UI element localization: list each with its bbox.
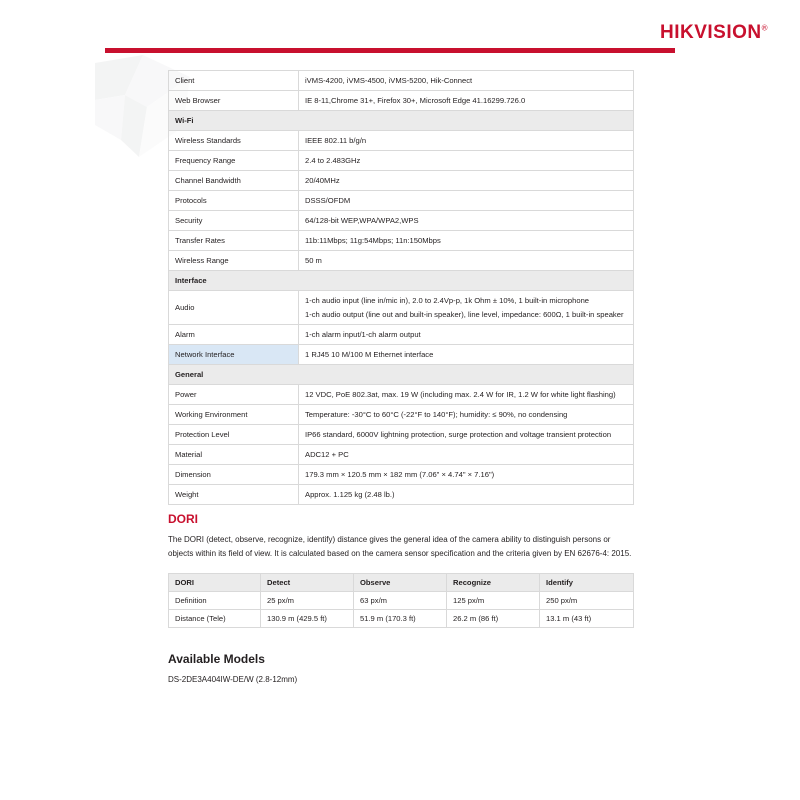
spec-label: Wireless Standards [169,131,299,151]
dori-row-label: Definition [169,592,261,610]
spec-value: 50 m [299,251,634,271]
section-label: Interface [169,271,634,291]
table-row [169,211,634,231]
spec-label: Wireless Range [169,251,299,271]
spec-value: 11b:11Mbps; 11g:54Mbps; 11n:150Mbps [299,231,634,251]
header-red-bar [105,48,675,53]
spec-label: Dimension [169,465,299,485]
table-row [169,445,634,465]
spec-value-line: 1-ch audio output (line out and built-in speaker), line level, impedance: 600Ω, 1 built-in speaker [305,310,624,319]
spec-value: ADC12 + PC [299,445,634,465]
spec-label: Channel Bandwidth [169,171,299,191]
spec-label: Frequency Range [169,151,299,171]
table-row [169,71,634,91]
spec-label: Transfer Rates [169,231,299,251]
spec-value: Approx. 1.125 kg (2.48 lb.) [299,485,634,505]
table-row [169,405,634,425]
spec-value: 179.3 mm × 120.5 mm × 182 mm (7.06" × 4.74" × 7.16") [299,465,634,485]
spec-value: IEEE 802.11 b/g/n [299,131,634,151]
spec-value: 20/40MHz [299,171,634,191]
available-models-heading: Available Models [168,652,265,666]
spec-label: Working Environment [169,405,299,425]
dori-description: The DORI (detect, observe, recognize, identify) distance gives the general idea of the camera ability to distinguish persons or objects within its field of view. It is calculated based on the camera sensor specification and the criteria given by EN 62676-4: 2015. [168,535,632,558]
dori-section [168,512,634,628]
available-models-list: DS-2DE3A404IW-DE/W (2.8-12mm) [168,675,298,684]
spec-value: IE 8-11,Chrome 31+, Firefox 30+, Microsoft Edge 41.16299.726.0 [299,91,634,111]
dori-cell: 25 px/m [261,592,354,610]
dori-cell: 26.2 m (86 ft) [447,610,540,628]
dori-header-cell: Recognize [447,574,540,592]
table-section-header [169,271,634,291]
spec-value: Temperature: -30°C to 60°C (-22°F to 140°F); humidity: ≤ 90%, no condensing [299,405,634,425]
table-row [169,485,634,505]
dori-cell: 13.1 m (43 ft) [540,610,634,628]
spec-value [299,291,634,325]
spec-label: Weight [169,485,299,505]
section-label: Wi-Fi [169,111,634,131]
dori-cell: 130.9 m (429.5 ft) [261,610,354,628]
available-models-section [168,652,634,684]
dori-header-cell: Observe [354,574,447,592]
table-section-header [169,365,634,385]
logo-registered-mark: ® [761,23,768,33]
spec-label: Web Browser [169,91,299,111]
table-row [169,465,634,485]
table-section-header [169,111,634,131]
specification-table [168,70,634,505]
spec-value: 1 RJ45 10 M/100 M Ethernet interface [299,345,634,365]
dori-table [168,573,634,628]
table-row [169,325,634,345]
dori-cell: 125 px/m [447,592,540,610]
spec-label: Security [169,211,299,231]
spec-label: Power [169,385,299,405]
spec-label: Material [169,445,299,465]
spec-label: Protection Level [169,425,299,445]
hikvision-logo [660,22,768,44]
table-row [169,425,634,445]
spec-value: 12 VDC, PoE 802.3at, max. 19 W (including max. 2.4 W for IR, 1.2 W for white light flashing) [299,385,634,405]
spec-value: iVMS-4200, iVMS-4500, iVMS-5200, Hik-Connect [299,71,634,91]
spec-value: 2.4 to 2.483GHz [299,151,634,171]
table-row [169,91,634,111]
spec-value: DSSS/OFDM [299,191,634,211]
table-row [169,385,634,405]
spec-label: Audio [169,291,299,325]
table-row [169,345,634,365]
dori-heading: DORI [168,512,198,526]
spec-label: Client [169,71,299,91]
table-row [169,151,634,171]
spec-label: Protocols [169,191,299,211]
spec-value: 1-ch alarm input/1-ch alarm output [299,325,634,345]
table-row [169,191,634,211]
specification-table-container [168,70,634,505]
spec-value: IP66 standard, 6000V lightning protection, surge protection and voltage transient protection [299,425,634,445]
spec-label: Alarm [169,325,299,345]
dori-cell: 51.9 m (170.3 ft) [354,610,447,628]
table-row [169,251,634,271]
table-row [169,291,634,325]
table-row [169,171,634,191]
spec-label: Network Interface [169,345,299,365]
table-row [169,610,634,628]
spec-value: 64/128-bit WEP,WPA/WPA2,WPS [299,211,634,231]
spec-value-line: 1-ch audio input (line in/mic in), 2.0 to 2.4Vp-p, 1k Ohm ± 10%, 1 built-in microphone [305,296,590,305]
dori-header-cell: Detect [261,574,354,592]
dori-header-cell: DORI [169,574,261,592]
dori-cell: 63 px/m [354,592,447,610]
dori-row-label: Distance (Tele) [169,610,261,628]
logo-text: HIKVISION [659,22,762,43]
section-label: General [169,365,634,385]
table-row [169,231,634,251]
dori-cell: 250 px/m [540,592,634,610]
table-row [169,592,634,610]
dori-table-header-row [169,574,634,592]
dori-header-cell: Identify [540,574,634,592]
table-row [169,131,634,151]
